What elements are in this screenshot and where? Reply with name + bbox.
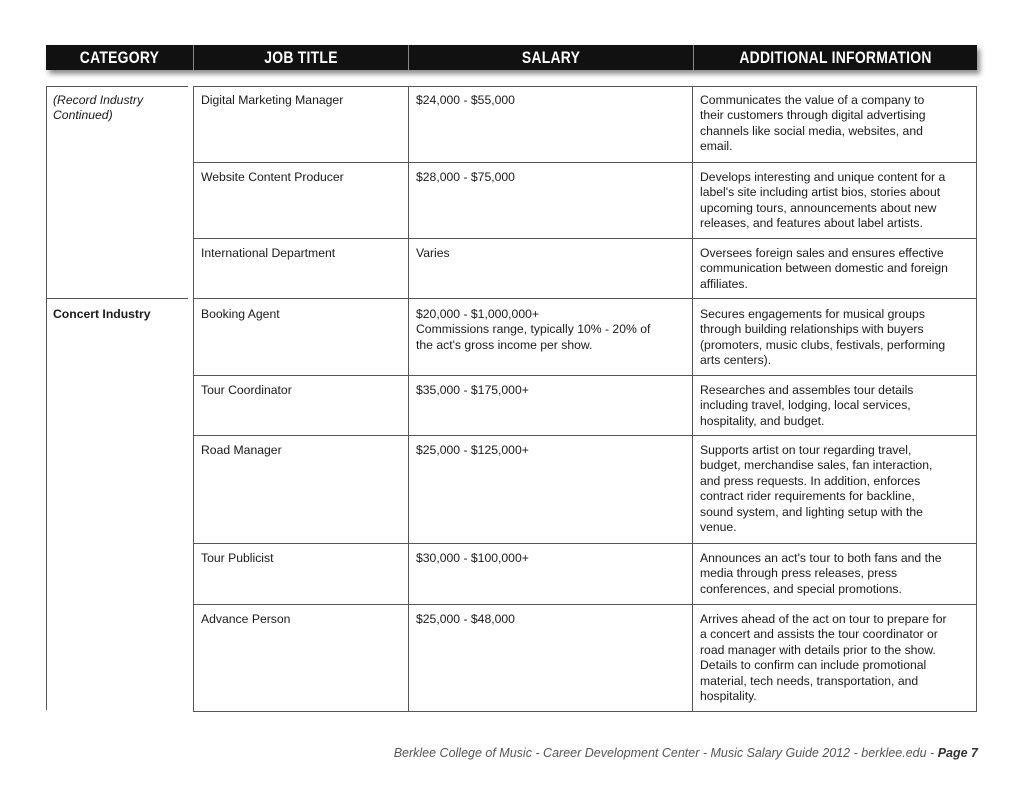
additional-info-cell-line: road manager with details prior to the show. [700, 642, 936, 657]
category-concert-industry: Concert Industry [53, 307, 151, 321]
additional-info-cell-line: Arrives ahead of the act on tour to prepare for [700, 612, 947, 626]
additional-info-cell-line: Communicates the value of a company to [700, 93, 925, 107]
grid-line [193, 298, 977, 299]
category-record-continued [53, 93, 188, 124]
header-divider [408, 45, 409, 70]
additional-info-cell-line: Details to confirm can include promotional [700, 658, 927, 673]
grid-line [46, 86, 47, 710]
salary-cell-line: $25,000 - $48,000 [416, 612, 515, 626]
additional-info-cell [700, 93, 975, 155]
job-title-cell: Road Manager [201, 443, 282, 457]
additional-info-cell-line: Oversees foreign sales and ensures effective [700, 246, 944, 260]
grid-line [193, 238, 977, 239]
header-additional-info: ADDITIONAL INFORMATION [739, 48, 932, 67]
job-title-cell: Tour Coordinator [201, 383, 292, 397]
additional-info-cell-line: upcoming tours, announcements about new [700, 200, 937, 215]
salary-cell [416, 307, 688, 353]
additional-info-cell-line: conferences, and special promotions. [700, 581, 902, 596]
page-number: Page 7 [937, 746, 978, 760]
additional-info-cell [700, 612, 975, 704]
salary-cell [416, 383, 688, 398]
job-title-cell: International Department [201, 246, 336, 260]
additional-info-cell-line: Develops interesting and unique content for a [700, 170, 946, 184]
additional-info-cell-line: hospitality. [700, 689, 757, 704]
additional-info-cell [700, 170, 975, 232]
salary-cell [416, 551, 688, 566]
grid-line [193, 162, 977, 163]
additional-info-cell-line: Researches and assembles tour details [700, 383, 914, 397]
additional-info-cell-line: releases, and features about label artists. [700, 216, 923, 231]
job-title-cell: Booking Agent [201, 307, 280, 321]
additional-info-cell-line: affiliates. [700, 276, 748, 291]
category-line: (Record Industry [53, 93, 144, 107]
job-title-cell: Digital Marketing Manager [201, 93, 344, 107]
grid-line [46, 86, 188, 87]
category-line: Continued) [53, 108, 113, 123]
header-job-title: JOB TITLE [264, 48, 338, 67]
additional-info-cell-line: hospitality, and budget. [700, 413, 825, 428]
additional-info-cell [700, 443, 975, 535]
additional-info-cell-line: sound system, and lighting setup with the [700, 504, 923, 519]
salary-cell-line: $25,000 - $125,000+ [416, 443, 529, 457]
header-salary: SALARY [521, 48, 581, 67]
page-footer [394, 746, 978, 760]
additional-info-cell-line: material, tech needs, transportation, and [700, 673, 919, 688]
salary-cell-line: the act's gross income per show. [416, 337, 593, 352]
salary-cell-line: Varies [416, 246, 450, 260]
additional-info-cell-line: a concert and assists the tour coordinator or [700, 627, 938, 642]
additional-info-cell-line: communication between domestic and foreign [700, 261, 948, 276]
additional-info-cell-line: contract rider requirements for backline, [700, 489, 915, 504]
grid-line [193, 435, 977, 436]
salary-cell-line: $20,000 - $1,000,000+ [416, 307, 539, 321]
additional-info-cell-line: Supports artist on tour regarding travel, [700, 443, 912, 457]
grid-line [193, 86, 977, 87]
salary-cell [416, 93, 688, 108]
footer-text: Berklee College of Music - Career Development Center - Music Salary Guide 2012 - berklee.edu - [393, 746, 938, 760]
salary-cell [416, 443, 688, 458]
additional-info-cell-line: email. [700, 139, 733, 154]
grid-line [692, 86, 693, 712]
additional-info-cell-line: media through press releases, press [700, 566, 898, 581]
additional-info-cell-line: budget, merchandise sales, fan interaction, [700, 458, 933, 473]
additional-info-cell-line: venue. [700, 520, 737, 535]
salary-cell-line: $30,000 - $100,000+ [416, 551, 529, 565]
additional-info-cell-line: label's site including artist bios, stories about [700, 185, 941, 200]
grid-line [193, 604, 977, 605]
header-category: CATEGORY [79, 48, 160, 67]
salary-cell [416, 612, 688, 627]
salary-cell [416, 170, 688, 185]
additional-info-cell-line: (promoters, music clubs, festivals, performing [700, 337, 946, 352]
grid-line [193, 543, 977, 544]
salary-cell-line: $35,000 - $175,000+ [416, 383, 529, 397]
additional-info-cell-line: including travel, lodging, local services, [700, 398, 911, 413]
additional-info-cell-line: arts centers). [700, 353, 772, 368]
header-divider [693, 45, 694, 70]
job-title-cell: Website Content Producer [201, 170, 344, 184]
header-divider [193, 45, 194, 70]
grid-line [408, 86, 409, 712]
additional-info-cell [700, 246, 975, 292]
additional-info-cell-line: and press requests. In addition, enforces [700, 473, 921, 488]
additional-info-cell-line: Announces an act's tour to both fans and the [700, 551, 942, 565]
additional-info-cell-line: Secures engagements for musical groups [700, 307, 925, 321]
additional-info-cell-line: channels like social media, websites, and [700, 123, 923, 138]
grid-line [976, 86, 977, 712]
salary-cell-line: $24,000 - $55,000 [416, 93, 515, 107]
grid-line [193, 86, 194, 712]
additional-info-cell-line: their customers through digital advertising [700, 108, 926, 123]
salary-cell-line: $28,000 - $75,000 [416, 170, 515, 184]
additional-info-cell-line: through building relationships with buyers [700, 322, 924, 337]
salary-cell [416, 246, 688, 261]
grid-line [193, 375, 977, 376]
salary-cell-line: Commissions range, typically 10% - 20% of [416, 322, 651, 337]
additional-info-cell [700, 383, 975, 429]
grid-line [46, 298, 188, 299]
grid-line [193, 711, 977, 712]
job-title-cell: Advance Person [201, 612, 291, 626]
additional-info-cell [700, 551, 975, 597]
table-header-bar [46, 45, 977, 70]
additional-info-cell [700, 307, 975, 369]
job-title-cell: Tour Publicist [201, 551, 274, 565]
